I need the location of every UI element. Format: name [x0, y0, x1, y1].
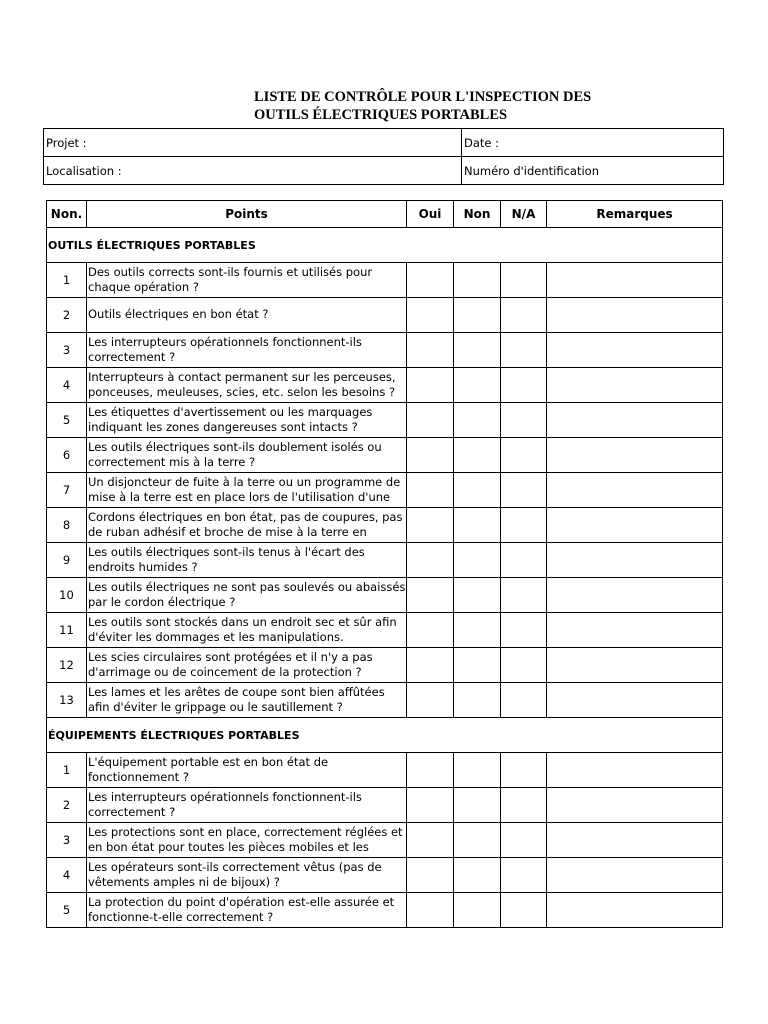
item-text: Les interrupteurs opérationnels fonctionnent-ils correctement ? [88, 334, 362, 364]
non-cell[interactable] [454, 508, 501, 543]
projet-label: Projet : [46, 135, 87, 150]
date-label: Date : [464, 135, 500, 150]
item-number: 3 [47, 333, 87, 368]
item-text-cell [87, 508, 407, 543]
oui-cell[interactable] [407, 823, 454, 858]
item-number: 5 [47, 403, 87, 438]
item-number: 3 [47, 823, 87, 858]
item-text-cell [87, 788, 407, 823]
na-cell[interactable] [501, 788, 547, 823]
item-text-wrap [88, 614, 406, 646]
remarques-cell[interactable] [547, 473, 723, 508]
na-cell[interactable] [501, 298, 547, 333]
remarques-cell[interactable] [547, 263, 723, 298]
item-text-cell [87, 578, 407, 613]
remarques-cell[interactable] [547, 683, 723, 718]
oui-cell[interactable] [407, 788, 454, 823]
item-text: Les opérateurs sont-ils correctement vêtus (pas de vêtements amples ni de bijoux) ? [88, 859, 382, 889]
checklist-row [47, 438, 723, 473]
item-text-cell [87, 403, 407, 438]
checklist-row [47, 858, 723, 893]
non-cell[interactable] [454, 368, 501, 403]
item-text-cell [87, 543, 407, 578]
item-text-wrap [88, 369, 406, 401]
checklist-row [47, 333, 723, 368]
oui-cell[interactable] [407, 543, 454, 578]
non-cell[interactable] [454, 648, 501, 683]
checklist-row [47, 543, 723, 578]
oui-cell[interactable] [407, 753, 454, 788]
item-text-cell [87, 648, 407, 683]
item-text-cell [87, 858, 407, 893]
item-number: 10 [47, 578, 87, 613]
oui-cell[interactable] [407, 403, 454, 438]
non-cell[interactable] [454, 683, 501, 718]
date-field[interactable] [462, 129, 724, 157]
item-text: Les outils électriques sont-ils doublement isolés ou correctement mis à la terre ? [88, 439, 382, 469]
na-cell[interactable] [501, 823, 547, 858]
item-text-wrap [88, 299, 406, 331]
non-cell[interactable] [454, 858, 501, 893]
item-text-wrap [88, 474, 406, 506]
remarques-cell[interactable] [547, 578, 723, 613]
section-row [47, 718, 723, 753]
remarques-cell[interactable] [547, 823, 723, 858]
oui-cell[interactable] [407, 298, 454, 333]
oui-cell[interactable] [407, 263, 454, 298]
remarques-cell[interactable] [547, 403, 723, 438]
item-number: 2 [47, 298, 87, 333]
item-number: 6 [47, 438, 87, 473]
checklist-row [47, 893, 723, 928]
localisation-field[interactable] [44, 157, 462, 185]
item-text: L'équipement portable est en bon état de fonctionnement ? [88, 754, 329, 784]
checklist-table [46, 200, 723, 928]
oui-cell[interactable] [407, 508, 454, 543]
item-text: Les protections sont en place, correctement réglées et en bon état pour toutes les pièces mobiles et les [88, 824, 403, 854]
remarques-cell[interactable] [547, 508, 723, 543]
item-text: Les outils électriques sont-ils tenus à l'écart des endroits humides ? [88, 544, 365, 574]
item-text-cell [87, 613, 407, 648]
non-cell[interactable] [454, 893, 501, 928]
header-num: Non. [47, 201, 87, 228]
remarques-cell[interactable] [547, 858, 723, 893]
checklist-row [47, 263, 723, 298]
projet-field[interactable] [44, 129, 462, 157]
na-cell[interactable] [501, 858, 547, 893]
section-title: ÉQUIPEMENTS ÉLECTRIQUES PORTABLES [47, 718, 723, 753]
item-text-wrap [88, 824, 406, 856]
item-text-wrap [88, 754, 406, 786]
oui-cell[interactable] [407, 683, 454, 718]
item-number: 8 [47, 508, 87, 543]
item-text-wrap [88, 859, 406, 891]
section-title: OUTILS ÉLECTRIQUES PORTABLES [47, 228, 723, 263]
numero-field[interactable] [462, 157, 724, 185]
item-number: 5 [47, 893, 87, 928]
item-text: La protection du point d'opération est-elle assurée et fonctionne-t-elle correctement ? [88, 894, 395, 924]
item-text: Des outils corrects sont-ils fournis et utilisés pour chaque opération ? [88, 264, 373, 294]
checklist-row [47, 368, 723, 403]
non-cell[interactable] [454, 788, 501, 823]
non-cell[interactable] [454, 613, 501, 648]
na-cell[interactable] [501, 263, 547, 298]
item-text: Les interrupteurs opérationnels fonctionnent-ils correctement ? [88, 789, 362, 819]
header-remarques: Remarques [547, 201, 723, 228]
item-text-wrap [88, 544, 406, 576]
checklist-row [47, 578, 723, 613]
non-cell[interactable] [454, 263, 501, 298]
checklist-row [47, 788, 723, 823]
title-line-1: LISTE DE CONTRÔLE POUR L'INSPECTION DES [254, 89, 592, 105]
item-text-cell [87, 753, 407, 788]
na-cell[interactable] [501, 578, 547, 613]
item-number: 9 [47, 543, 87, 578]
checklist-row [47, 298, 723, 333]
item-text: Interrupteurs à contact permanent sur les perceuses, ponceuses, meuleuses, scies, etc. selon les besoins ? [88, 369, 396, 399]
checklist-row [47, 613, 723, 648]
item-text: Les lames et les arêtes de coupe sont bien affûtées afin d'éviter le grippage ou le sautillement ? [88, 684, 385, 714]
checklist-row [47, 823, 723, 858]
oui-cell[interactable] [407, 893, 454, 928]
item-text-wrap [88, 789, 406, 821]
oui-cell[interactable] [407, 578, 454, 613]
remarques-cell[interactable] [547, 648, 723, 683]
item-number: 2 [47, 788, 87, 823]
document-title [254, 89, 654, 124]
numero-label: Numéro d'identification [464, 163, 600, 178]
localisation-label: Localisation : [46, 163, 122, 178]
item-text-cell [87, 298, 407, 333]
header-na: N/A [501, 201, 547, 228]
na-cell[interactable] [501, 893, 547, 928]
item-text-wrap [88, 649, 406, 681]
item-text-wrap [88, 894, 406, 926]
item-text-wrap [88, 579, 406, 611]
na-cell[interactable] [501, 403, 547, 438]
na-cell[interactable] [501, 683, 547, 718]
oui-cell[interactable] [407, 368, 454, 403]
checklist-row [47, 473, 723, 508]
na-cell[interactable] [501, 508, 547, 543]
item-text: Les outils électriques ne sont pas soulevés ou abaissés par le cordon électrique ? [88, 579, 406, 609]
na-cell[interactable] [501, 753, 547, 788]
item-text-wrap [88, 684, 406, 716]
checklist-row [47, 648, 723, 683]
non-cell[interactable] [454, 438, 501, 473]
checklist-row [47, 753, 723, 788]
oui-cell[interactable] [407, 333, 454, 368]
item-text-wrap [88, 439, 406, 471]
item-text-cell [87, 438, 407, 473]
item-text-cell [87, 683, 407, 718]
remarques-cell[interactable] [547, 543, 723, 578]
item-number: 12 [47, 648, 87, 683]
checklist-row [47, 508, 723, 543]
checklist-row [47, 683, 723, 718]
info-table [43, 128, 724, 185]
oui-cell[interactable] [407, 473, 454, 508]
remarques-cell[interactable] [547, 298, 723, 333]
item-text: Les outils sont stockés dans un endroit sec et sûr afin d'éviter les dommages et les manipulations. [88, 614, 397, 644]
item-text: Les étiquettes d'avertissement ou les marquages indiquant les zones dangereuses sont intacts ? [88, 404, 373, 434]
item-text-cell [87, 893, 407, 928]
na-cell[interactable] [501, 613, 547, 648]
item-number: 1 [47, 753, 87, 788]
header-non: Non [454, 201, 501, 228]
item-text-wrap [88, 264, 406, 296]
non-cell[interactable] [454, 298, 501, 333]
remarques-cell[interactable] [547, 788, 723, 823]
section-row [47, 228, 723, 263]
remarques-cell[interactable] [547, 368, 723, 403]
na-cell[interactable] [501, 648, 547, 683]
remarques-cell[interactable] [547, 333, 723, 368]
checklist-row [47, 403, 723, 438]
item-text: Un disjoncteur de fuite à la terre ou un programme de mise à la terre est en place lors de l'utilisation d'une [88, 474, 401, 504]
item-text: Les scies circulaires sont protégées et il n'y a pas d'arrimage ou de coincement de la protection ? [88, 649, 373, 679]
item-text-cell [87, 263, 407, 298]
non-cell[interactable] [454, 823, 501, 858]
remarques-cell[interactable] [547, 613, 723, 648]
header-points: Points [87, 201, 407, 228]
na-cell[interactable] [501, 543, 547, 578]
title-line-2: OUTILS ÉLECTRIQUES PORTABLES [254, 106, 508, 123]
item-text-wrap [88, 404, 406, 436]
remarques-cell[interactable] [547, 753, 723, 788]
oui-cell[interactable] [407, 438, 454, 473]
item-number: 4 [47, 368, 87, 403]
header-oui: Oui [407, 201, 454, 228]
oui-cell[interactable] [407, 613, 454, 648]
non-cell[interactable] [454, 473, 501, 508]
na-cell[interactable] [501, 333, 547, 368]
non-cell[interactable] [454, 333, 501, 368]
item-number: 7 [47, 473, 87, 508]
oui-cell[interactable] [407, 648, 454, 683]
non-cell[interactable] [454, 403, 501, 438]
header-row [47, 201, 723, 228]
item-number: 4 [47, 858, 87, 893]
remarques-cell[interactable] [547, 438, 723, 473]
na-cell[interactable] [501, 438, 547, 473]
item-text-cell [87, 823, 407, 858]
item-text-cell [87, 333, 407, 368]
item-number: 1 [47, 263, 87, 298]
item-text: Cordons électriques en bon état, pas de coupures, pas de ruban adhésif et broche de mise à la terre en [88, 509, 403, 539]
na-cell[interactable] [501, 473, 547, 508]
item-text-wrap [88, 334, 406, 366]
remarques-cell[interactable] [547, 893, 723, 928]
item-number: 11 [47, 613, 87, 648]
oui-cell[interactable] [407, 858, 454, 893]
item-text-wrap [88, 509, 406, 541]
non-cell[interactable] [454, 543, 501, 578]
item-number: 13 [47, 683, 87, 718]
item-text-cell [87, 368, 407, 403]
item-text: Outils électriques en bon état ? [88, 307, 269, 322]
non-cell[interactable] [454, 578, 501, 613]
item-text-cell [87, 473, 407, 508]
na-cell[interactable] [501, 368, 547, 403]
non-cell[interactable] [454, 753, 501, 788]
